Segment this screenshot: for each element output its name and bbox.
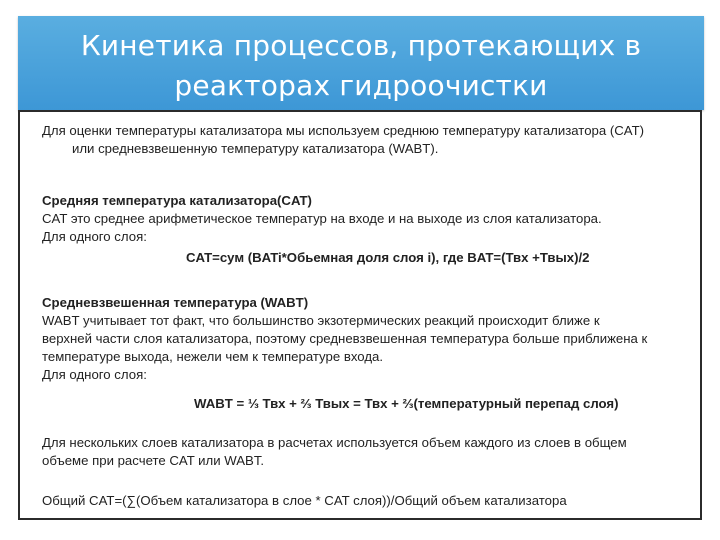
intro-paragraph	[42, 122, 692, 158]
slide-title-line-1: Кинетика процессов, протекающих в	[80, 29, 642, 62]
slide-title	[18, 16, 704, 106]
cat-formula: CAT=сум (BATi*Обьемная доля слоя i), где BAT=(Твх +Твых)/2	[186, 250, 590, 265]
slide-title-line-2: реакторах гидроочистки	[174, 69, 548, 102]
slide-title-bar	[18, 16, 704, 110]
wabt-line-1: WABT учитывает тот факт, что большинство экзотермических реакций происходит ближе к	[42, 313, 600, 328]
content-panel	[18, 110, 702, 520]
cat-single-layer-label: Для одного слоя:	[42, 229, 147, 244]
total-cat-formula: Общий CAT=(∑(Объем катализатора в слое * CAT слоя))/Общий объем катализатора	[42, 493, 567, 508]
total-cat-paragraph	[42, 492, 692, 510]
wabt-heading: Средневзвешенная температура (WABT)	[42, 295, 309, 310]
wabt-line-2: верхней части слоя катализатора, поэтому средневзвешенная температура больше приближена к	[42, 331, 648, 346]
wabt-single-layer-label: Для одного слоя:	[42, 367, 147, 382]
cat-heading: Средняя температура катализатора(CAT)	[42, 193, 312, 208]
cat-description: CAT это среднее арифметическое температур на входе и на выходе из слоя катализатора.	[42, 211, 602, 226]
multi-layer-line-1: Для нескольких слоев катализатора в расчетах используется объем каждого из слоев в общем	[42, 435, 627, 450]
wabt-line-3: температуре выхода, нежели чем к температуре входа.	[42, 349, 384, 364]
intro-line-2: или средневзвешенную температуру катализатора (WABT).	[72, 141, 439, 156]
intro-line-1: Для оценки температуры катализатора мы используем среднюю температуру катализатора (CAT)	[42, 123, 645, 138]
cat-section	[42, 192, 692, 246]
multi-layer-line-2: объеме при расчете CAT или WABT.	[42, 453, 265, 468]
multi-layer-paragraph	[42, 434, 692, 470]
wabt-section	[42, 294, 692, 384]
wabt-formula: WABT = ⅓ Твх + ⅔ Твых = Твх + ⅔(температурный перепад слоя)	[194, 396, 619, 411]
